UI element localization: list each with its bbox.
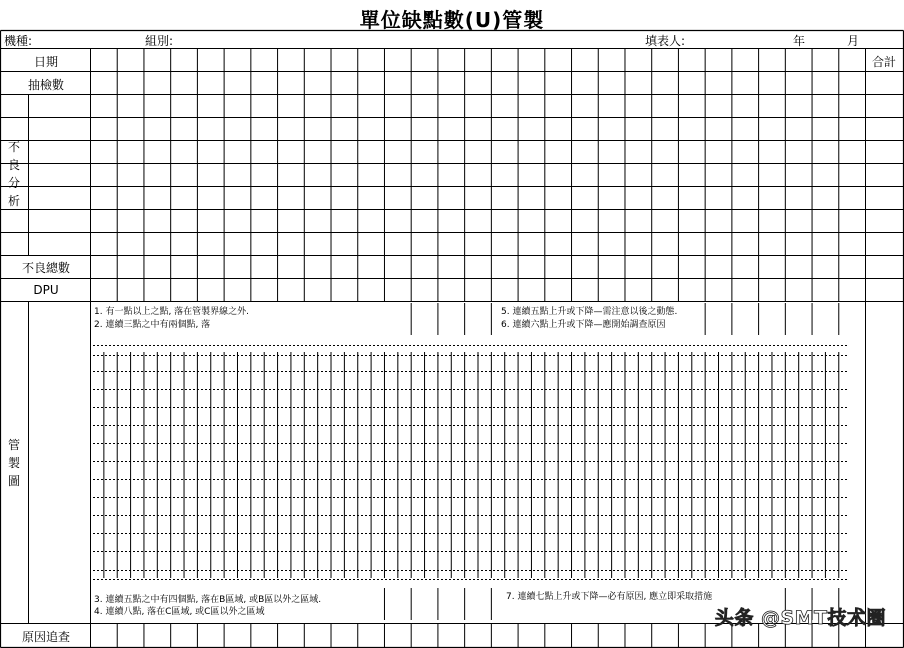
rule-1: 1. 有一點以上之點, 落在管製界線之外. [94,307,250,317]
sample-count-label: 抽檢數 [27,78,64,92]
control-chart-label: 管製圖 [7,438,20,488]
rule-7: 7. 連續七點上升或下降—必有原因, 應立即采取措施 [506,592,713,602]
month-label: 月 [847,34,860,48]
year-label: 年 [793,34,806,48]
model-label: 機種: [4,34,33,48]
rule-3: 3. 連續五點之中有四個點, 落在B區域, 或B區以外之區域. [94,595,322,605]
rule-2: 2. 連續三點之中有兩個點, 落 [94,320,211,330]
defect-total-label: 不良總數 [21,261,70,275]
rule-4: 4. 連續八點, 落在C區域, 或C區以外之區域 [94,607,265,617]
watermark: 头条 @SMT技术圈 [714,607,886,629]
total-label: 合計 [871,55,896,69]
date-label: 日期 [33,55,58,69]
cause-tracking-label: 原因追查 [21,630,70,644]
form-title: 單位缺點數(U)管製 [359,8,545,32]
filler-label: 填表人: [645,34,686,48]
group-label: 組別: [145,34,174,48]
defect-analysis-label: 不良分析 [7,140,20,208]
dpu-label: DPU [33,283,59,297]
rule-5: 5. 連續五點上升或下降—需注意以後之動態. [501,307,678,317]
rule-6: 6. 連續六點上升或下降—應開始調查原因 [501,320,666,330]
